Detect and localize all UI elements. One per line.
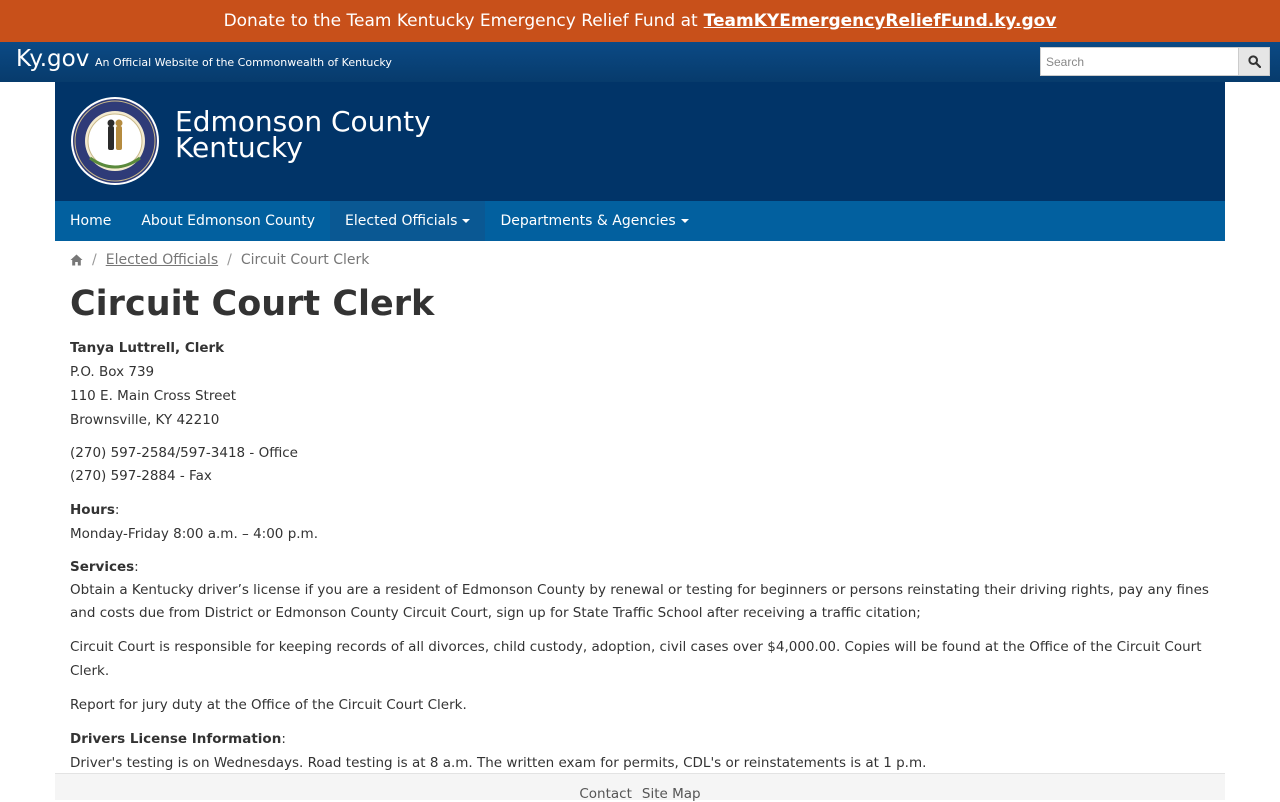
jury-text: Report for jury duty at the Office of the Circuit Court Clerk. (70, 697, 467, 713)
services-block: Services: Obtain a Kentucky driver’s license if you are a resident of Edmonson County by renewal or testing for beginners or persons reinstating their driving rights, pay any fines and costs due from District or Edmonson County Circuit Court, sign up for State Traffic School after receiving a traffic citation; (70, 559, 1209, 621)
drivers-license-block: Drivers License Information: Driver's testing is on Wednesdays. Road testing is at 8 a.m. The written exam for permits, CDL's or reinstatements is at 1 p.m. (70, 731, 927, 771)
nav-item-about[interactable] (126, 201, 330, 241)
breadcrumb-elected-officials[interactable]: Elected Officials (105, 252, 219, 268)
nav-item-elected-officials[interactable] (330, 201, 485, 241)
address-line: Brownsville, KY 42210 (70, 412, 220, 428)
footer (55, 773, 1225, 800)
search-icon (1248, 55, 1261, 68)
relief-fund-link[interactable]: TeamKYEmergencyReliefFund.ky.gov (703, 11, 1057, 31)
main-content (70, 336, 1210, 785)
services-label: Services (70, 559, 135, 575)
donation-alert-banner (0, 0, 1280, 42)
breadcrumb-separator: / (92, 252, 97, 268)
drivers-license-label: Drivers License Information (70, 731, 282, 747)
breadcrumb-separator: / (227, 252, 232, 268)
nav-item-label: Elected Officials (345, 213, 458, 229)
address-line: 110 E. Main Cross Street (70, 388, 237, 404)
home-icon[interactable] (70, 254, 83, 266)
caret-down-icon (462, 219, 470, 223)
hours-value: Monday-Friday 8:00 a.m. – 4:00 p.m. (70, 526, 318, 542)
county-name-line1: Edmonson County (175, 105, 431, 138)
clerk-name: Tanya Luttrell, Clerk (70, 340, 225, 356)
county-name-line2: Kentucky (175, 131, 303, 164)
kentucky-seal-icon[interactable] (70, 96, 160, 186)
page-title: Circuit Court Clerk (70, 284, 435, 324)
breadcrumb (70, 250, 369, 270)
contact-block (70, 336, 1210, 432)
caret-down-icon (681, 219, 689, 223)
breadcrumb-current: Circuit Court Clerk (240, 252, 370, 268)
county-name[interactable] (175, 105, 431, 164)
nav-item-label: About Edmonson County (141, 213, 316, 229)
nav-item-home[interactable] (55, 201, 126, 241)
records-text: Circuit Court is responsible for keeping records of all divorces, child custody, adoption, civil cases over $4,000.00. Copies will be found at the Office of the Circuit Court Clerk. (70, 639, 1202, 679)
search-input[interactable] (1040, 47, 1238, 76)
fax-number: (270) 597-2884 - Fax (70, 468, 212, 484)
office-phone: (270) 597-2584/597-3418 - Office (70, 445, 298, 461)
address-line: P.O. Box 739 (70, 364, 155, 380)
site-header (55, 82, 1225, 201)
footer-sitemap-link[interactable]: Site Map (641, 786, 701, 802)
nav-item-departments[interactable] (485, 201, 703, 241)
kygov-tagline: An Official Website of the Commonwealth of Kentucky (95, 56, 392, 69)
drivers-license-text: Driver's testing is on Wednesdays. Road testing is at 8 a.m. The written exam for permits, CDL's or reinstatements is at 1 p.m. (70, 755, 927, 771)
main-nav (55, 201, 1225, 241)
hours-label: Hours (70, 502, 115, 518)
hours-block: Hours: Monday-Friday 8:00 a.m. – 4:00 p.m. (70, 502, 318, 542)
kygov-logo[interactable]: Ky.gov (16, 46, 90, 72)
search-button[interactable] (1238, 47, 1270, 76)
footer-contact-link[interactable]: Contact (579, 786, 632, 802)
nav-item-label: Home (70, 213, 112, 229)
services-text: Obtain a Kentucky driver’s license if you are a resident of Edmonson County by renewal or testing for beginners or persons reinstating their driving rights, pay any fines and costs due from District or Edmonson County Circuit Court, sign up for State Traffic School after receiving a traffic citation; (70, 582, 1209, 621)
phone-block (70, 442, 1210, 488)
nav-item-label: Departments & Agencies (500, 213, 676, 229)
alert-text: Donate to the Team Kentucky Emergency Relief Fund at (223, 11, 698, 31)
kygov-bar (0, 42, 1280, 82)
